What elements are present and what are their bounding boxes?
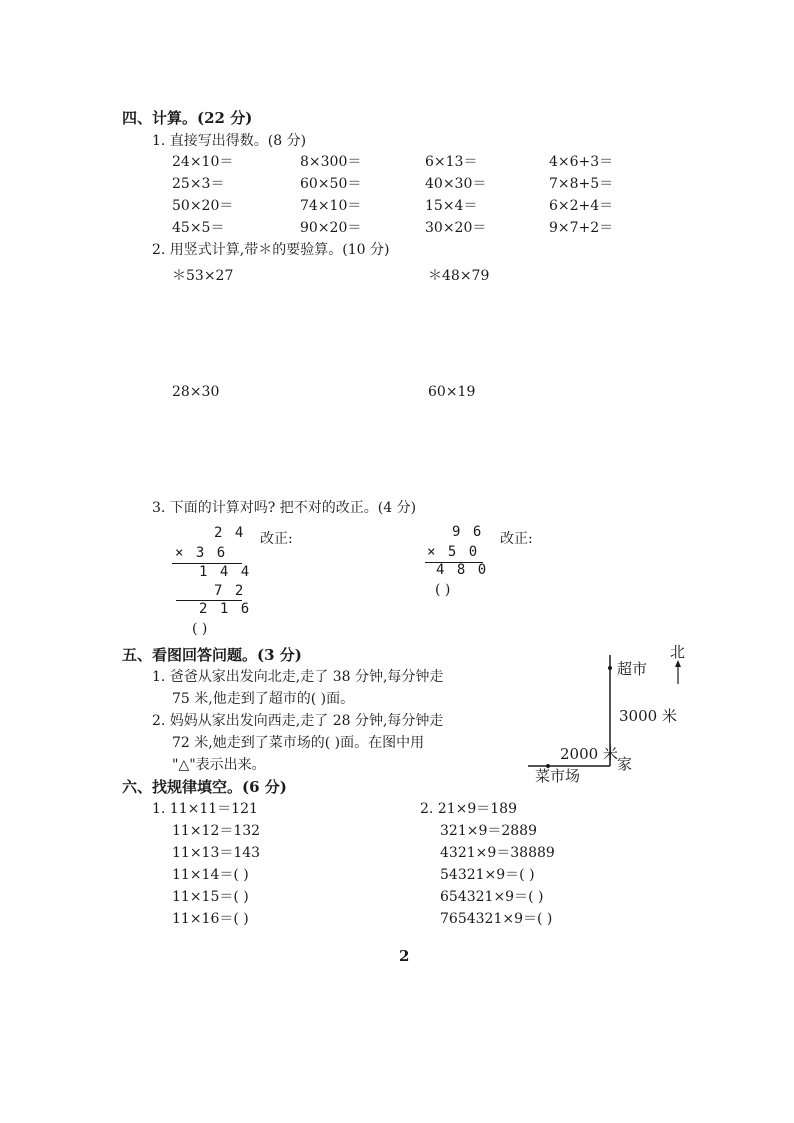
north-arrow-icon — [675, 660, 681, 667]
pattern1-item[interactable]: 11×16＝( ) — [172, 911, 249, 927]
vertical-calc-item: 60×19 — [428, 384, 476, 400]
oral-calc: 8×300＝ — [300, 154, 362, 170]
oral-calc: 7×8+5＝ — [549, 176, 614, 192]
oral-calc: 24×10＝ — [172, 154, 234, 170]
pattern1-item[interactable]: 11×15＝( ) — [172, 889, 249, 905]
section5-title: 五、看图回答问题。(3 分) — [122, 646, 302, 664]
oral-calc: 15×4＝ — [425, 198, 478, 214]
oral-calc: 25×3＝ — [172, 176, 225, 192]
s5-q2-line: "△"表示出来。 — [172, 757, 266, 773]
q2-title: 2. 用竖式计算,带＊的要验算。(10 分) — [152, 242, 390, 258]
s5-q2-line: 2. 妈妈从家出发向西走,走了 28 分钟,每分钟走 — [152, 713, 444, 729]
oral-calc: 6×13＝ — [425, 154, 478, 170]
calc2-blank[interactable]: ( ) — [435, 582, 451, 598]
map-north: 北 — [670, 643, 686, 661]
oral-calc: 6×2+4＝ — [549, 198, 614, 214]
vertical-calc-item: ＊48×79 — [428, 268, 490, 284]
q1-title: 1. 直接写出得数。(8 分) — [152, 133, 307, 149]
map-home: 家 — [617, 755, 633, 773]
supermarket-point — [608, 666, 612, 670]
pattern1-item: 11×13＝143 — [172, 845, 261, 861]
pattern2-item[interactable]: 54321×9＝( ) — [440, 867, 535, 883]
calc2-result: 4 8 0 — [436, 562, 489, 578]
oral-calc: 9×7+2＝ — [549, 220, 614, 236]
oral-calc: 45×5＝ — [172, 220, 225, 236]
calc1-a: 2 4 — [214, 525, 246, 541]
s5-q2-line: 72 米,她走到了菜市场的( )面。在图中用 — [172, 735, 425, 751]
oral-calc: 90×20＝ — [300, 220, 362, 236]
oral-calc: 74×10＝ — [300, 198, 362, 214]
map-west-distance: 2000 米 — [560, 745, 618, 763]
pattern2-item[interactable]: 7654321×9＝( ) — [440, 911, 553, 927]
s5-q1-line: 75 米,他走到了超市的( )面。 — [172, 691, 355, 707]
fix-label: 改正: — [260, 531, 293, 547]
pattern1-item[interactable]: 11×14＝( ) — [172, 867, 249, 883]
oral-calc: 30×20＝ — [425, 220, 487, 236]
calc1-partial2: 7 2 — [214, 583, 246, 599]
s5-q1-line: 1. 爸爸从家出发向北走,走了 38 分钟,每分钟走 — [152, 669, 444, 685]
calc1-partial1: 1 4 4 — [199, 564, 252, 580]
map-north-distance: 3000 米 — [619, 707, 677, 725]
pattern1-item: 11×12＝132 — [172, 823, 261, 839]
pattern2-item: 321×9＝2889 — [440, 823, 537, 839]
fix-label: 改正: — [500, 531, 533, 547]
pattern2-item[interactable]: 654321×9＝( ) — [440, 889, 544, 905]
oral-calc: 50×20＝ — [172, 198, 234, 214]
vertical-calc-item: 28×30 — [172, 384, 220, 400]
map-market: 菜市场 — [535, 767, 581, 785]
oral-calc: 60×50＝ — [300, 176, 362, 192]
section6-title: 六、找规律填空。(6 分) — [122, 778, 287, 796]
section4-title: 四、计算。(22 分) — [122, 109, 253, 127]
map-supermarket: 超市 — [617, 660, 648, 678]
calc1-result: 2 1 6 — [199, 601, 252, 617]
calc2-b: × 5 0 — [427, 544, 480, 560]
calc1-b: × 3 6 — [175, 545, 228, 561]
oral-calc: 4×6+3＝ — [549, 154, 614, 170]
calc1-blank[interactable]: ( ) — [192, 621, 208, 637]
pattern1-first: 1. 11×11＝121 — [152, 801, 258, 817]
page-number: 2 — [399, 947, 410, 965]
pattern2-item: 4321×9＝38889 — [440, 845, 555, 861]
vertical-calc-item: ＊53×27 — [172, 268, 234, 284]
q3-title: 3. 下面的计算对吗? 把不对的改正。(4 分) — [152, 500, 417, 516]
calc2-a: 9 6 — [452, 524, 484, 540]
pattern2-first: 2. 21×9＝189 — [420, 801, 517, 817]
oral-calc: 40×30＝ — [425, 176, 487, 192]
